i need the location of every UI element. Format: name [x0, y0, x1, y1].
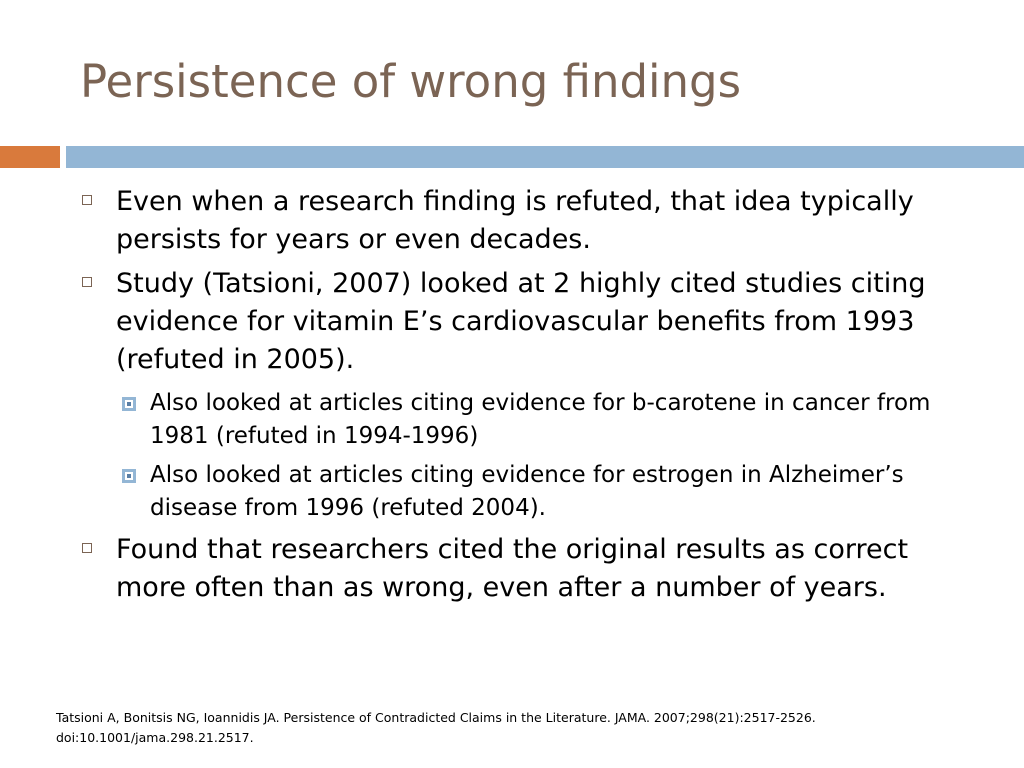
hollow-square-bullet-icon — [82, 195, 92, 205]
citation-doi: doi:10.1001/jama.298.21.2517. — [56, 730, 254, 745]
sub-bullet-item — [116, 387, 980, 453]
bullet-list — [80, 183, 980, 613]
bullet-item — [80, 265, 980, 525]
nested-square-bullet-icon — [122, 469, 136, 483]
sub-bullet-item — [116, 459, 980, 525]
bullet-item — [80, 183, 980, 259]
reference-citation — [56, 708, 956, 748]
hollow-square-bullet-icon — [82, 543, 92, 553]
bullet-text: Study (Tatsioni, 2007) looked at 2 highly cited studies citing evidence for vitamin E’s cardiovascular benefits from 1993 (refuted in 2005). — [116, 268, 926, 375]
title-rule-orange-accent — [0, 146, 60, 168]
sub-bullet-text: Also looked at articles citing evidence for b-carotene in cancer from 1981 (refuted in 1994-1996) — [150, 390, 931, 449]
citation-line: Tatsioni A, Bonitsis NG, Ioannidis JA. Persistence of Contradicted Claims in the Literature. JAMA. 2007;298(21):2517-2526. — [56, 710, 816, 725]
hollow-square-bullet-icon — [82, 277, 92, 287]
slide-title: Persistence of wrong findings — [80, 55, 742, 108]
bullet-text: Found that researchers cited the original results as correct more often than as wrong, even after a number of years. — [116, 534, 909, 603]
sub-bullet-list — [116, 387, 980, 525]
title-rule-blue-bar — [66, 146, 1024, 168]
bullet-text: Even when a research finding is refuted, that idea typically persists for years or even decades. — [116, 186, 914, 255]
nested-square-bullet-icon — [122, 397, 136, 411]
bullet-item — [80, 531, 980, 607]
sub-bullet-text: Also looked at articles citing evidence for estrogen in Alzheimer’s disease from 1996 (refuted 2004). — [150, 462, 904, 521]
